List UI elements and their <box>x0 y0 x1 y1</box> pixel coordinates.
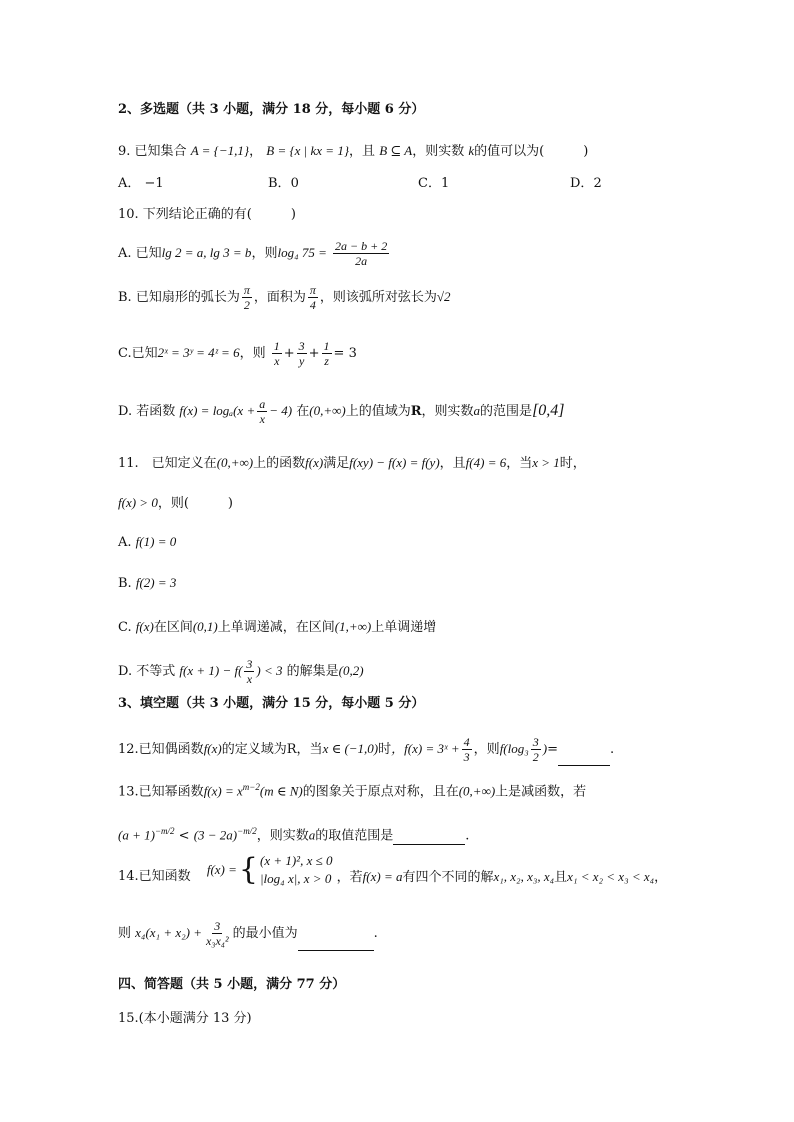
question-11-stem-cont: f(x) > 0，则( ) <box>118 495 233 511</box>
q10-option-d: D. 若函数 f(x) = logₐ(x + $\frac{a}{x}$ − 4) 在(0,+∞)上的值域为R，则实数a的范围是[0,4] <box>118 397 565 426</box>
question-14-line1: 14.已知函数 f(x) = { (x + 1)², x ≤ 0 |log₄ x|, x > 0 ，若f(x) = a有四个不同的解x₁, x₂, x₃, x₄且x₁ < x₂ < x₃ < x₄， <box>118 852 668 887</box>
q14-piecewise: f(x) = { (x + 1)², x ≤ 0 |log₄ x|, x > 0 <box>206 852 333 887</box>
section-4-title: 四、简答题（共 5 小题，满分 77 分） <box>118 977 346 992</box>
q11-option-b: B. f(2) = 3 <box>118 575 177 591</box>
section-2-title: 2、多选题（共 3 小题，满分 18 分，每小题 6 分） <box>118 102 425 117</box>
section-3-title: 3、填空题（共 3 小题，满分 15 分，每小题 5 分） <box>118 696 425 711</box>
q12-answer-blank[interactable] <box>558 765 610 766</box>
q11-option-d: D. 不等式 f(x + 1) − f( $\frac{3}{x}$ ) < 3 的解集是(0,2) <box>118 657 364 686</box>
question-11-stem: 11. 已知定义在(0,+∞)上的函数f(x)满足f(xy) − f(x) = f(y)，且f(4) = 6，当x > 1时， <box>118 455 586 471</box>
question-10-stem: 10. 下列结论正确的有( ) <box>118 207 296 222</box>
q10-a-fraction: $\frac{2a - b + 2}{2a}$ <box>335 239 388 268</box>
q14-answer-blank[interactable] <box>298 950 374 951</box>
q11-option-c: C. f(x)在区间(0,1)上单调递减，在区间(1,+∞)上单调递增 <box>118 619 437 635</box>
q9-option-b: B．0 <box>268 176 299 191</box>
q9-option-a: A． −1 <box>118 176 164 191</box>
q11-option-a: A. f(1) = 0 <box>118 534 177 550</box>
q10-option-c: C.已知2ˣ = 3ʸ = 4ᶻ = 6，则 $\frac{1}{x}$ + $\frac{3}{y}$ + $\frac{1}{z}$ = 3 <box>118 339 357 368</box>
question-15-title: 15.(本小题满分 13 分) <box>118 1011 252 1026</box>
question-14-line2: 则 x₄(x₁ + x₂) + $\frac{3}{\text{x₃x₄²}}$ 的最小值为 . <box>118 916 378 951</box>
question-13-line2: $(a + 1)^{-m/2} < (3 - 2a)^{-m/2}$，则实数a的取值范围是 . <box>118 826 470 844</box>
q10-option-b: B. 已知扇形的弧长为 $\frac{\pi}{2}$ ，面积为 $\frac{\pi}{4}$ ，则该弧所对弦长为√2 <box>118 283 451 312</box>
q13-answer-blank[interactable] <box>393 844 465 845</box>
question-9: 9. 已知集合 A = {−1,1}， B = {x | kx = 1}，且 B ⊆ A，则实数 k的值可以为( ) <box>118 143 589 159</box>
question-12: 12.已知偶函数f(x)的定义域为R，当x ∈ (−1,0)时，f(x) = 3ˣ + $\frac{4}{3}$ ，则f(log₃ $\frac{3}{2}$ )= . <box>118 735 615 764</box>
question-13-line1: 13.已知幂函数$f(x) = x^{m-2}(m$ ∈ N)的图象关于原点对称，且在(0,+∞)上是减函数，若 <box>118 782 587 800</box>
q9-option-d: D．2 <box>570 176 602 191</box>
q10-option-a: A. 已知lg 2 = a, lg 3 = b，则log₄ 75 = $\frac{2a - b + 2}{2a}$ <box>118 239 388 268</box>
q9-option-c: C．1 <box>418 176 450 191</box>
